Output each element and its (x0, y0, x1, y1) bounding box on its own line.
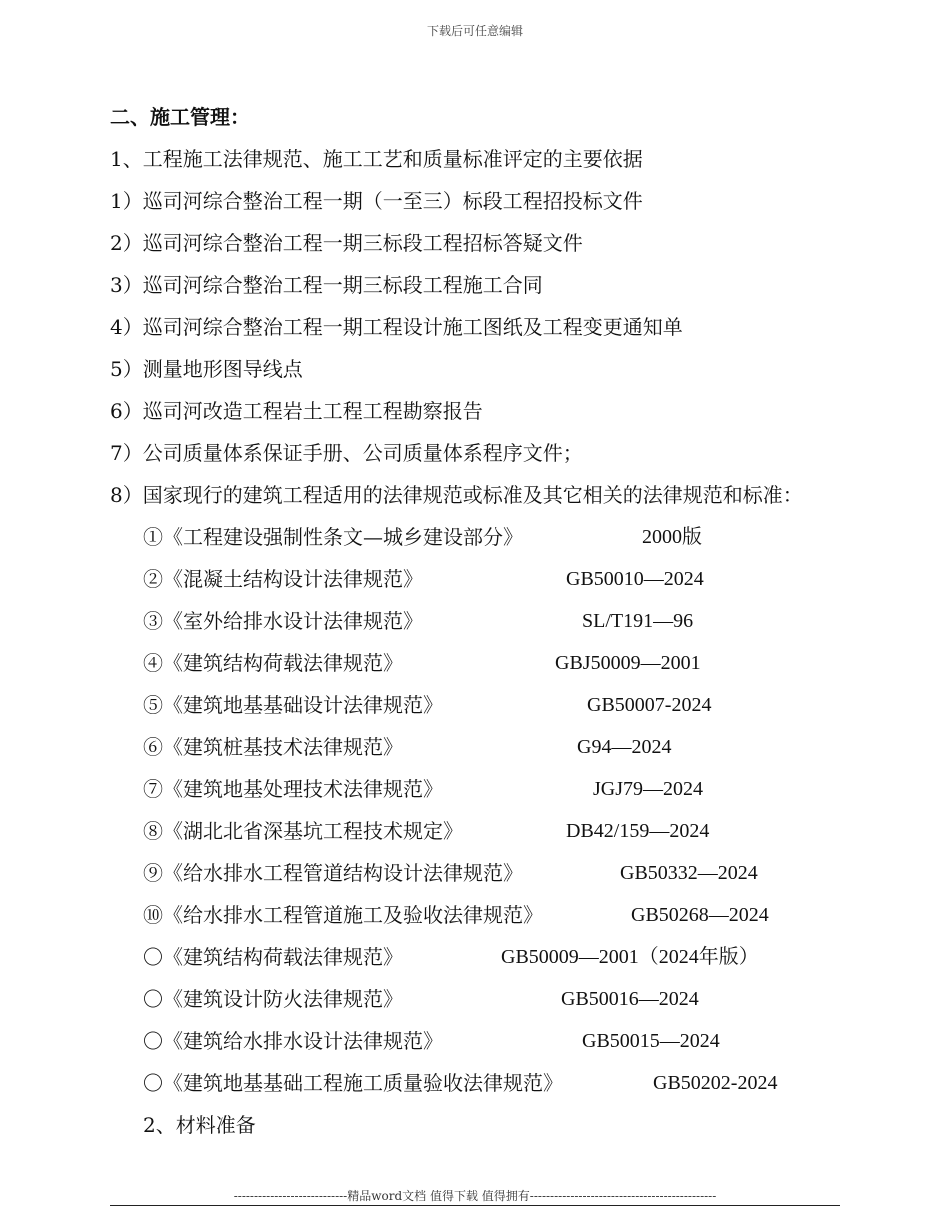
standard-name: ⑤《建筑地基基础设计法律规范》 (143, 693, 443, 717)
page-footer: ----------------------------精品word文档 值得下载 值得拥有---------------------------------------------- (233, 1189, 717, 1203)
basis-item: 3）巡司河综合整治工程一期三标段工程施工合同 (110, 273, 543, 297)
standard-name: ⑨《给水排水工程管道结构设计法律规范》 (143, 861, 523, 885)
basis-item: 6）巡司河改造工程岩土工程工程勘察报告 (110, 399, 483, 423)
standard-row (110, 768, 870, 810)
standard-code: GB50016—2024 (561, 988, 699, 1010)
document-body (110, 96, 870, 1146)
standard-row (110, 936, 870, 978)
standard-name: ⑩《给水排水工程管道施工及验收法律规范》 (143, 903, 543, 927)
basis-item: 5）测量地形图导线点 (110, 357, 303, 381)
standard-name: ⑦《建筑地基处理技术法律规范》 (143, 777, 443, 801)
standard-code: DB42/159—2024 (566, 820, 710, 842)
standard-code: JGJ79—2024 (593, 778, 704, 800)
standard-code: GB50010—2024 (566, 568, 704, 590)
standard-row (110, 978, 870, 1020)
standard-code: GB50332—2024 (620, 862, 758, 884)
standard-code: GB50268—2024 (631, 904, 769, 926)
standard-code: 2000版 (642, 526, 702, 548)
standard-name: ③《室外给排水设计法律规范》 (143, 609, 423, 633)
subsection-title-materials: 2、材料准备 (143, 1113, 256, 1137)
standard-row (110, 852, 870, 894)
basis-item: 1）巡司河综合整治工程一期（一至三）标段工程招投标文件 (110, 189, 643, 213)
standard-name: ⑧《湖北北省深基坑工程技术规定》 (143, 819, 463, 843)
basis-item: 8）国家现行的建筑工程适用的法律规范或标准及其它相关的法律规范和标准： (110, 483, 803, 507)
section-title: 二、施工管理： (110, 105, 250, 129)
standard-row (110, 642, 870, 684)
page-header: 下载后可任意编辑 (426, 24, 523, 38)
standard-row (110, 516, 870, 558)
standard-row (110, 558, 870, 600)
standard-row (110, 726, 870, 768)
standard-name: ②《混凝土结构设计法律规范》 (143, 567, 423, 591)
basis-item: 4）巡司河综合整治工程一期工程设计施工图纸及工程变更通知单 (110, 315, 683, 339)
standard-code: GBJ50009—2001 (555, 652, 701, 674)
standard-name: 〇《建筑设计防火法律规范》 (143, 987, 403, 1011)
standard-code: GB50202-2024 (653, 1072, 778, 1094)
standard-name: 〇《建筑给水排水设计法律规范》 (143, 1029, 443, 1053)
standard-code: SL/T191—96 (582, 610, 694, 632)
standard-code: GB50007-2024 (587, 694, 712, 716)
standard-name: ①《工程建设强制性条文—城乡建设部分》 (143, 525, 523, 549)
standard-row (110, 1062, 870, 1104)
standard-row (110, 684, 870, 726)
standard-code: GB50009—2001（2024年版） (501, 946, 759, 968)
standard-name: 〇《建筑地基基础工程施工质量验收法律规范》 (143, 1071, 563, 1095)
basis-item: 2）巡司河综合整治工程一期三标段工程招标答疑文件 (110, 231, 583, 255)
standard-row (110, 1020, 870, 1062)
standard-name: 〇《建筑结构荷载法律规范》 (143, 945, 403, 969)
standard-row (110, 810, 870, 852)
standard-row (110, 600, 870, 642)
standard-code: GB50015—2024 (582, 1030, 720, 1052)
standard-row (110, 894, 870, 936)
standard-name: ④《建筑结构荷载法律规范》 (143, 651, 403, 675)
basis-item: 7）公司质量体系保证手册、公司质量体系程序文件； (110, 441, 583, 465)
footer-divider (110, 1205, 840, 1206)
subsection-title-basis: 1、工程施工法律规范、施工工艺和质量标准评定的主要依据 (110, 147, 643, 171)
standard-code: G94—2024 (577, 736, 672, 758)
standard-name: ⑥《建筑桩基技术法律规范》 (143, 735, 403, 759)
